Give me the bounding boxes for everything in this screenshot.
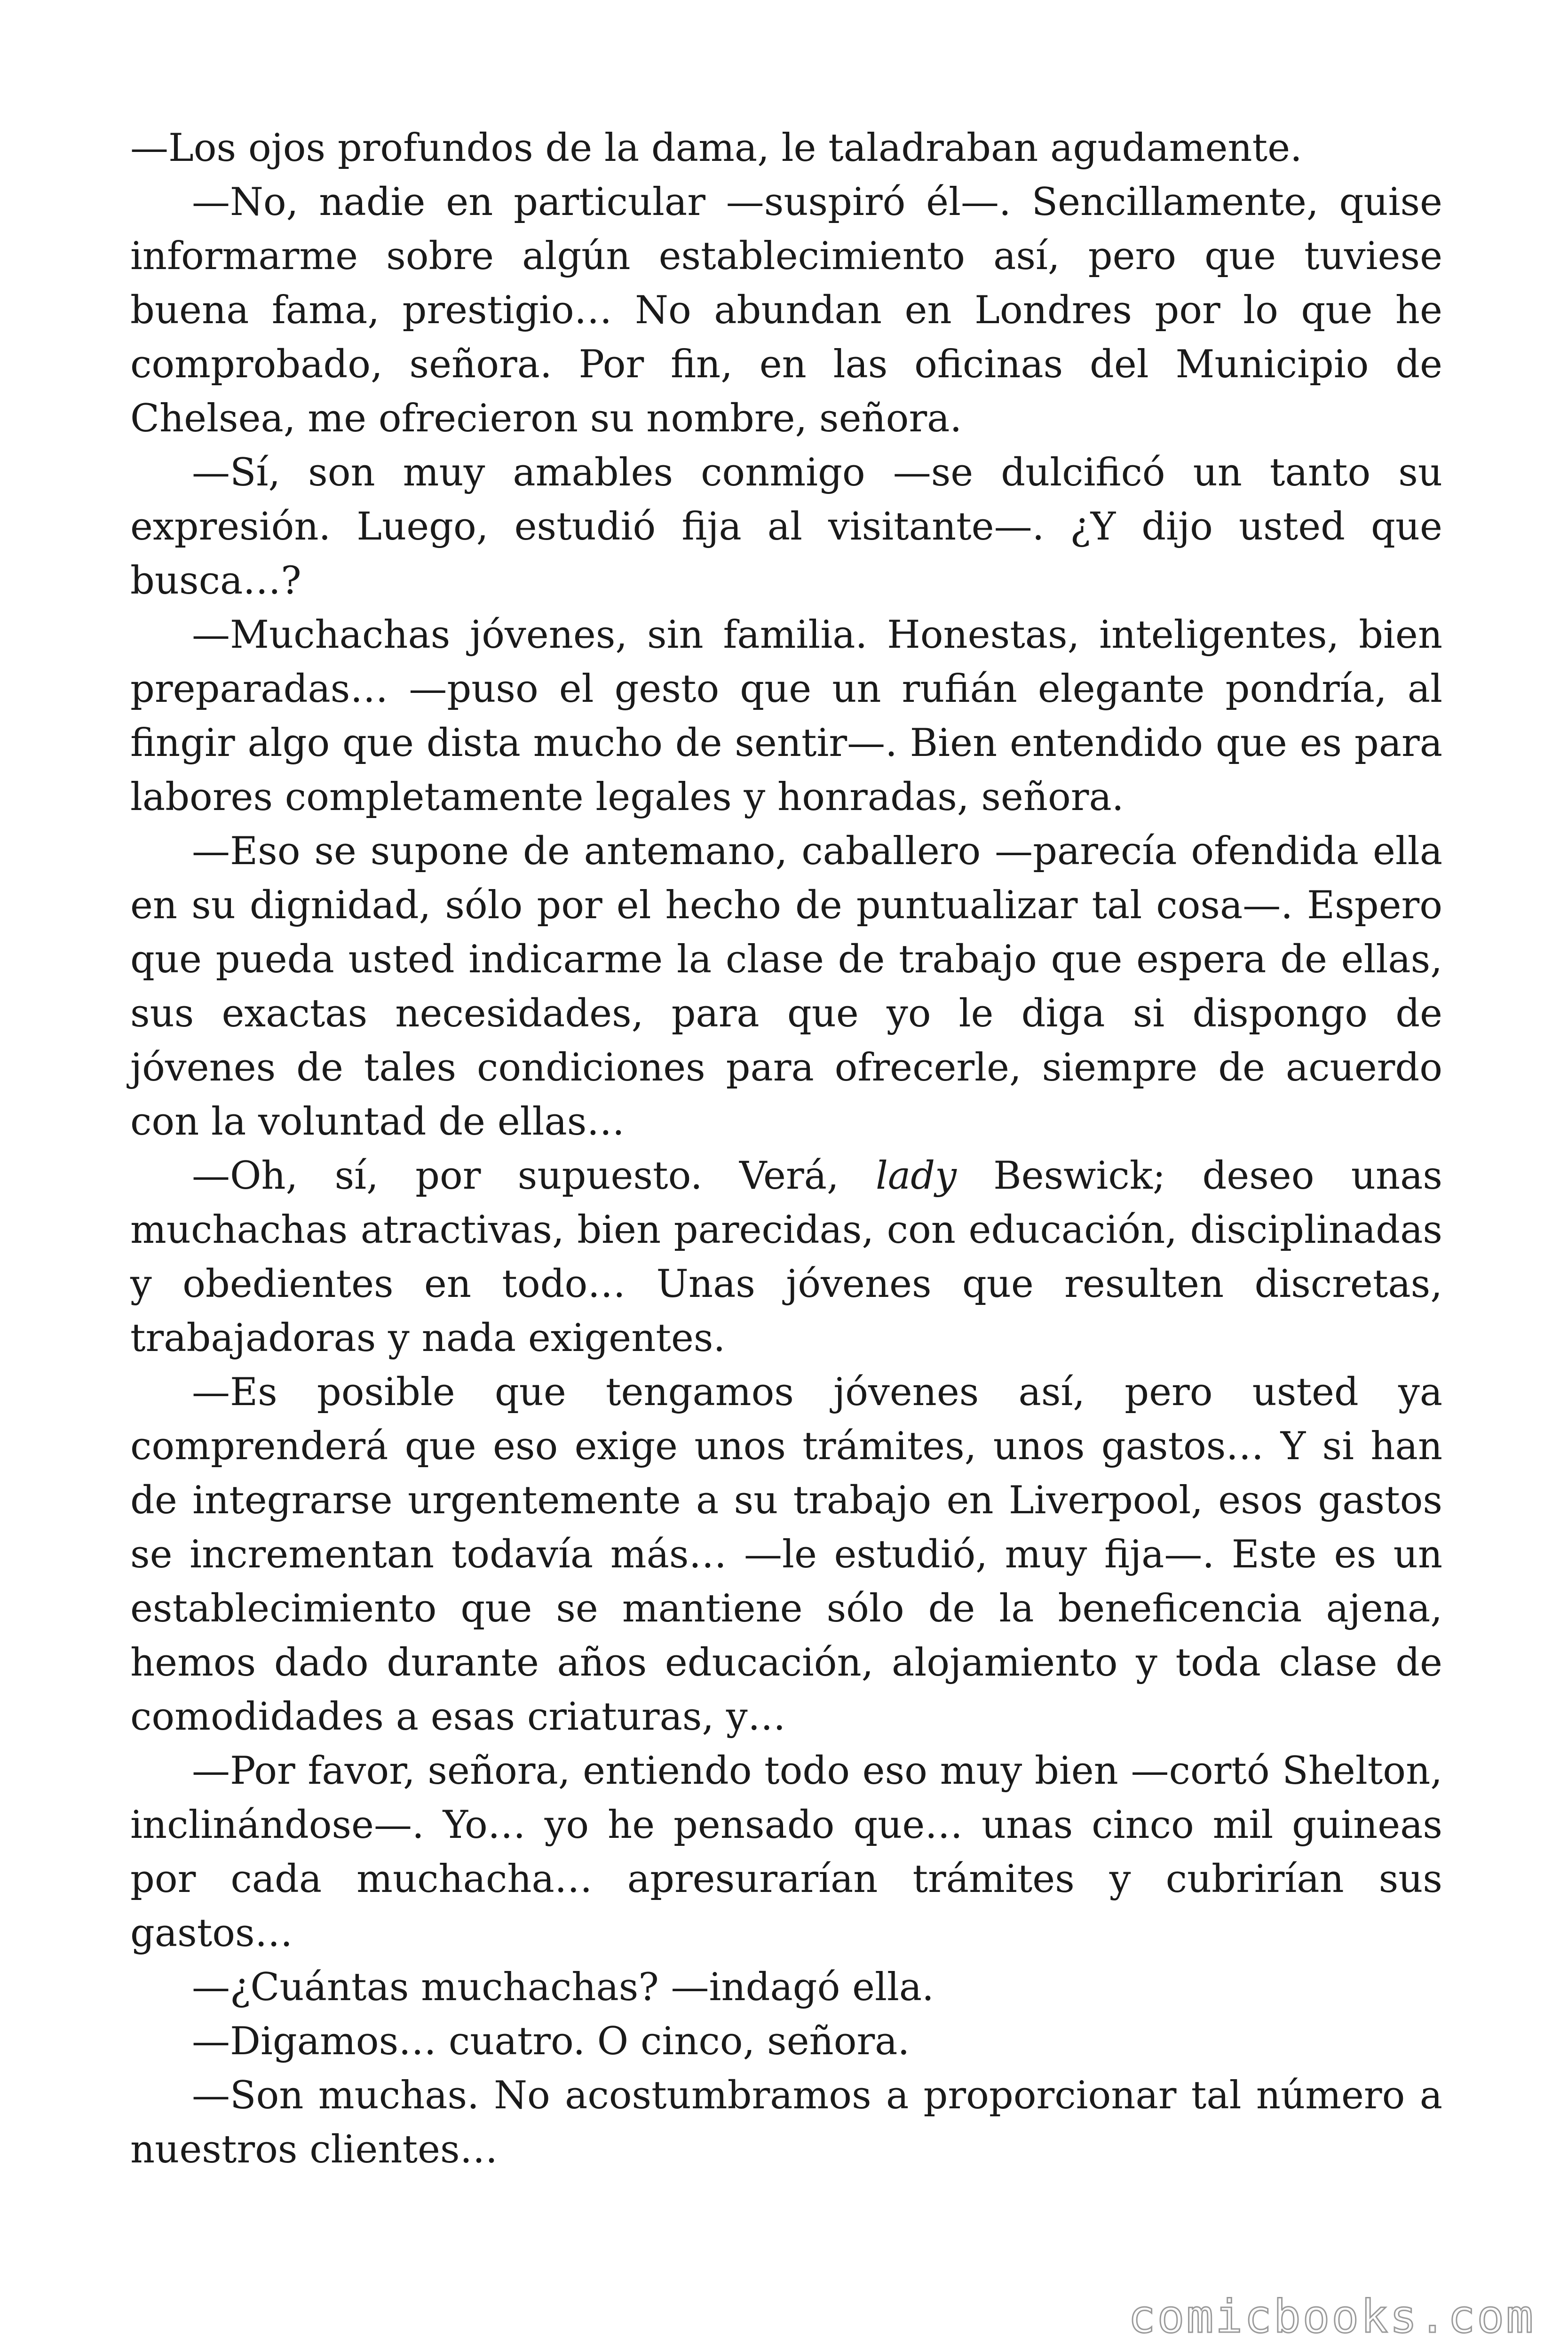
paragraph-3: —Sí, son muy amables conmigo —se dulcificó un tanto su expresión. Luego, estudió fija al visitante—. ¿Y dijo usted que busca…? xyxy=(130,451,1442,603)
paragraph-6 xyxy=(130,1149,1442,1366)
paragraph-4: —Muchachas jóvenes, sin familia. Honestas, inteligentes, bien preparadas… —puso el gesto que un rufián elegante pondría, al fingir algo que dista mucho de sentir—. Bien entendido que es para labores completamente legales y honradas, señora. xyxy=(130,613,1442,819)
watermark-logo: comicbooks.com xyxy=(1128,2290,1535,2343)
paragraph-6-start: —Oh, sí, por supuesto. Verá, xyxy=(192,1154,876,1198)
paragraph-5: —Eso se supone de antemano, caballero —parecía ofendida ella en su dignidad, sólo por el hecho de puntualizar tal cosa—. Espero que pueda usted indicarme la clase de trabajo que espera de ellas, sus exactas necesidades, para que yo le diga si dispongo de jóvenes de tales condiciones para ofrecerle, siempre de acuerdo con la voluntad de ellas… xyxy=(130,829,1442,1144)
paragraph-8: —Por favor, señora, entiendo todo eso muy bien —cortó Shelton, inclinándose—. Yo… yo he pensado que… unas cinco mil guineas por cada muchacha… apresurarían trámites y cubrirían sus gastos… xyxy=(130,1749,1442,1955)
paragraph-10: —Digamos… cuatro. O cinco, señora. xyxy=(192,2019,910,2064)
paragraph-11: —Son muchas. No acostumbramos a proporcionar tal número a nuestros clientes… xyxy=(130,2074,1442,2172)
book-page-text xyxy=(130,121,1442,2177)
paragraph-2: —No, nadie en particular —suspiró él—. Sencillamente, quise informarme sobre algún establecimiento así, pero que tuviese buena fama, prestigio… No abundan en Londres por lo que he comprobado, señora. Por fin, en las oficinas del Municipio de Chelsea, me ofrecieron su nombre, señora. xyxy=(130,180,1442,441)
paragraph-1: —Los ojos profundos de la dama, le taladraban agudamente. xyxy=(130,126,1302,170)
paragraph-6-end: Beswick; deseo unas muchachas atractivas, bien parecidas, con educación, disciplinadas y obedientes en todo… Unas jóvenes que resulten discretas, trabajadoras y nada exigentes. xyxy=(130,1154,1442,1360)
paragraph-7: —Es posible que tengamos jóvenes así, pero usted ya comprenderá que eso exige unos trámites, unos gastos… Y si han de integrarse urgentemente a su trabajo en Liverpool, esos gastos se incrementan todavía más… —le estudió, muy fija—. Este es un establecimiento que se mantiene sólo de la beneficencia ajena, hemos dado durante años educación, alojamiento y toda clase de comodidades a esas criaturas, y… xyxy=(130,1370,1442,1739)
italic-word-lady: lady xyxy=(876,1154,957,1198)
paragraph-9: —¿Cuántas muchachas? —indagó ella. xyxy=(192,1965,934,2010)
